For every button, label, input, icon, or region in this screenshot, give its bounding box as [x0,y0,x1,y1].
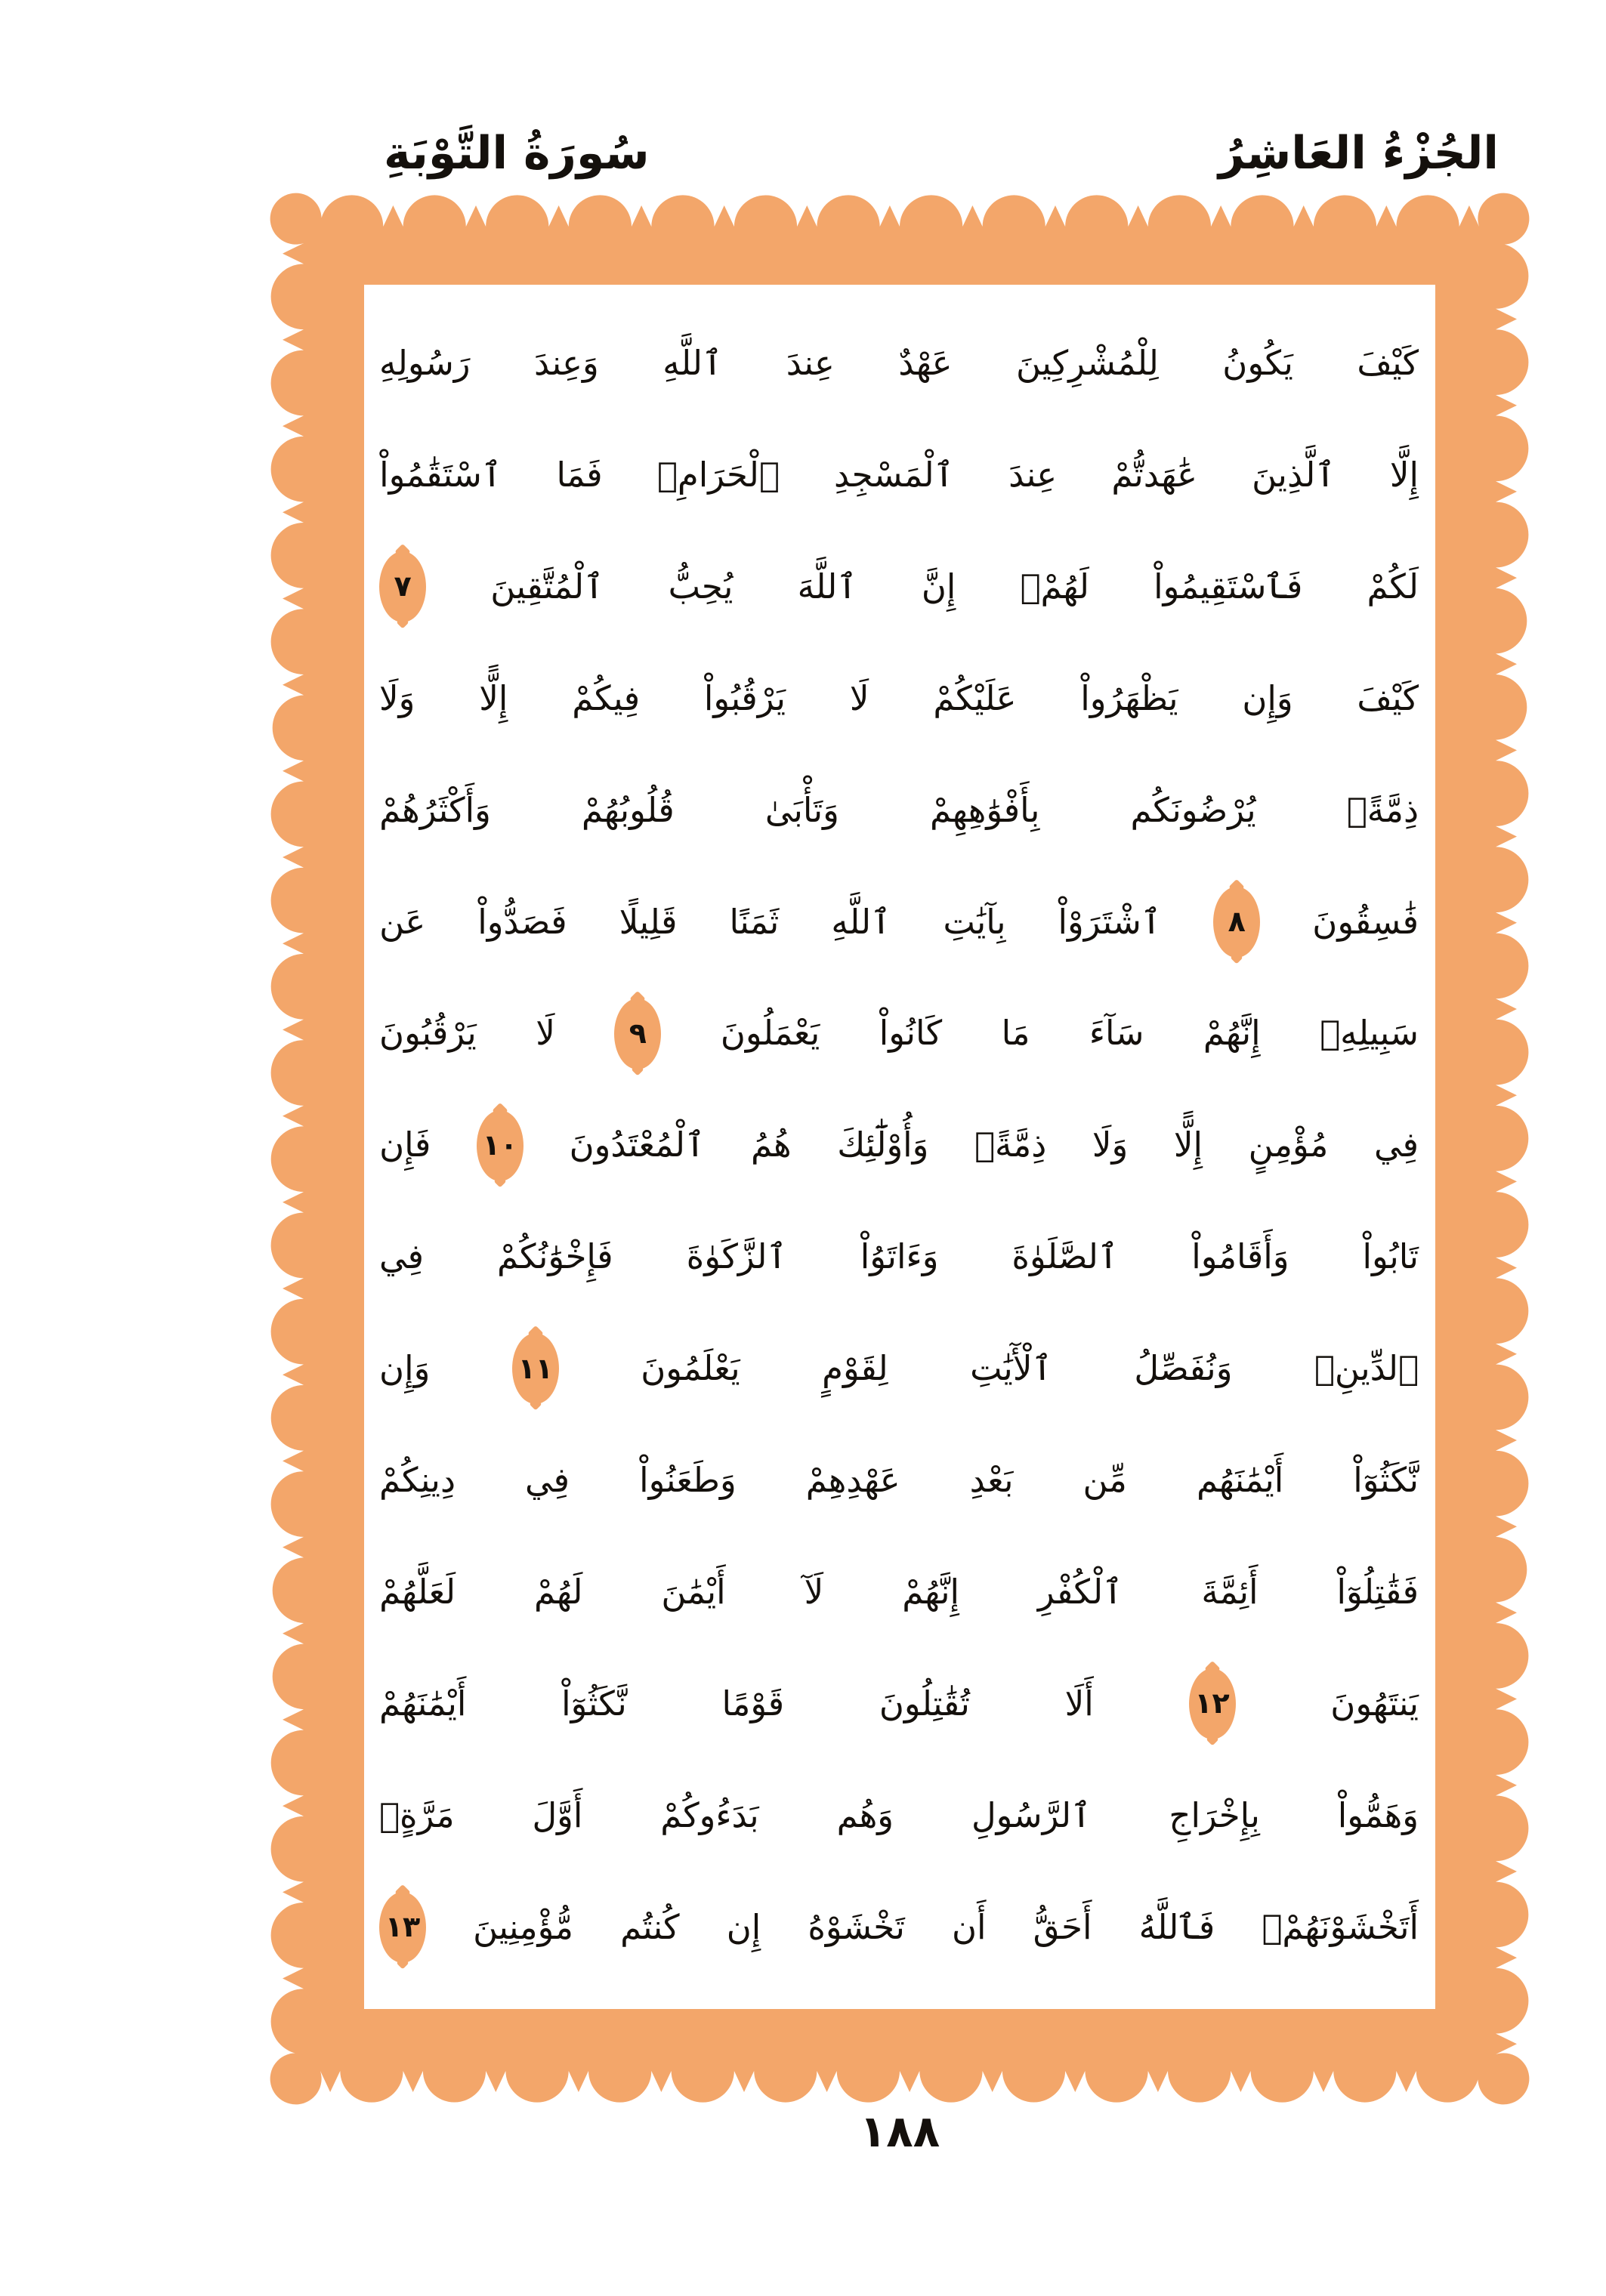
ayah-marker [1213,887,1260,958]
quran-word: وَأَقَامُواْ [1191,1236,1289,1277]
quran-word: وَهَمُّواْ [1337,1795,1419,1836]
quran-word: وَهُم [836,1795,894,1836]
quran-line [379,1648,1419,1760]
quran-line [379,1313,1419,1424]
quran-word: لَا [536,1013,555,1054]
quran-word: كُنتُم [620,1906,680,1947]
quran-line [379,1090,1419,1202]
quran-word: يَكُونُ [1222,342,1293,383]
quran-word: ٱلزَّكَوٰةَ [686,1236,787,1277]
quran-word: فَصَدُّواْ [477,901,567,942]
quran-line [379,1202,1419,1313]
quran-word: هُمُ [750,1125,792,1165]
quran-word: ٱلرَّسُولِ [971,1795,1092,1836]
quran-word: بَدَءُوكُمْ [660,1795,759,1836]
quran-word: تَابُواْ [1362,1236,1419,1277]
quran-word: بِأَفْوَٰهِهِمْ [929,789,1040,830]
quran-line [379,866,1419,978]
quran-word: لَهُمْۚ [1020,566,1089,606]
quran-line [379,1760,1419,1872]
quran-word: وَلَا [1092,1125,1129,1165]
quran-line [379,419,1419,531]
quran-word: فَمَا [556,454,603,495]
quran-word: يَعْمَلُونَ [720,1013,820,1054]
quran-word: فِيكُمْ [572,677,641,718]
surah-title: سُورَةُ التَّوْبَةِ [384,127,650,180]
quran-word: وَإِن [379,1348,431,1389]
quran-word: وَنُفَصِّلُ [1134,1348,1233,1389]
quran-line [379,978,1419,1090]
quran-word: فِي [525,1460,570,1501]
ayah-marker [379,551,426,622]
ayah-number: ٨ [1228,904,1246,938]
quran-word: وَتَأْبَىٰ [764,789,839,830]
quran-word: بِإِخْرَاجِ [1169,1795,1260,1836]
quran-word: ٱلْمَسْجِدِ [834,454,954,495]
ayah-marker [1189,1668,1236,1739]
quran-line [379,643,1419,755]
quran-word: نَّكَثُوٓاْ [1353,1460,1419,1501]
quran-word: نَّكَثُوٓاْ [561,1683,627,1724]
quran-word: إِن [726,1906,761,1947]
quran-word: كَانُواْ [879,1013,943,1054]
ayah-number: ١٠ [482,1128,518,1162]
quran-word: عَٰهَدتُّمْ [1111,454,1197,495]
quran-word: أَئِمَّةَ [1201,1572,1259,1612]
quran-word: فِي [379,1236,425,1277]
quran-word: مَا [1001,1013,1030,1054]
quran-word: يَعْلَمُونَ [641,1348,740,1389]
quran-word: فَإِخْوَٰنُكُمْ [497,1236,613,1277]
quran-word: وَأُوْلَٰٓئِكَ [837,1125,929,1165]
quran-word: ذِمَّةًۚ [974,1125,1047,1165]
quran-word: إِنَّهُمْ [1203,1013,1261,1054]
quran-word: يَظْهَرُواْ [1080,677,1178,718]
quran-word: أَيْمَٰنَ [661,1572,726,1612]
juz-title: الجُزْءُ العَاشِرُ [1218,127,1499,180]
quran-word: فِي [1373,1125,1419,1165]
quran-word: وَأَكْثَرُهُمْ [379,789,491,830]
ayah-number: ٧ [394,569,412,603]
ayah-marker [379,1892,426,1963]
quran-word: أَحَقُّ [1033,1906,1092,1947]
quran-word: تَخْشَوْهُ [808,1906,905,1947]
quran-word: عِندَ [786,342,835,383]
quran-line [379,531,1419,643]
quran-word: ٱللَّهِ [831,901,891,942]
quran-word: إِلًّا [1173,1125,1203,1165]
quran-word: ٱلْكُفْرِ [1037,1572,1123,1612]
quran-word: ٱللَّهَ [797,566,857,606]
quran-word: ٱشْتَرَوْاْ [1058,901,1162,942]
quran-word: أَيْمَٰنَهُم [1196,1460,1284,1501]
quran-word: يَرْقُبُواْ [703,677,786,718]
quran-word: كَيْفَ [1357,677,1419,718]
quran-word: رَسُولِهِ [379,342,471,383]
quran-word: عَهْدِهِمْ [805,1460,900,1501]
quran-line [379,307,1419,419]
quran-word: يُحِبُّ [668,566,734,606]
quran-word: يَنتَهُونَ [1330,1683,1419,1724]
quran-word: يُرْضُونَكُم [1130,789,1256,830]
quran-word: ٱسْتَقَٰمُواْ [379,454,502,495]
quran-word: أَلَا [1064,1683,1094,1724]
ayah-number: ١٣ [385,1910,421,1944]
quran-word: أَتَخْشَوْنَهُمْۚ [1262,1906,1419,1947]
quran-word: لَكُمْ [1367,566,1419,606]
quran-word: إِنَّهُمْ [902,1572,959,1612]
ayah-marker [614,998,661,1069]
quran-word: بِآيَٰتِ [943,901,1006,942]
quran-word: مِّن [1083,1460,1127,1501]
ayah-number: ١١ [517,1351,553,1385]
quran-word: لَآ [804,1572,824,1612]
quran-line [379,755,1419,866]
quran-word: سَآءَ [1089,1013,1144,1054]
quran-word: عَهْدٌ [898,342,953,383]
ayah-number: ٩ [629,1016,647,1050]
quran-word: ٱلْمُعْتَدُونَ [569,1125,706,1165]
quran-word: إِلًّا [479,677,508,718]
quran-text-block [364,285,1435,2009]
quran-word: قُلُوبُهُمْ [581,789,675,830]
quran-word: تُقَٰتِلُونَ [879,1683,970,1724]
quran-word: فَقَٰتِلُوٓاْ [1336,1572,1419,1612]
ayah-marker [512,1333,559,1404]
quran-word: ٱلدِّينِۗ [1314,1348,1419,1389]
quran-word: قَلِيلًا [619,901,678,942]
quran-word: يَرْقُبُونَ [379,1013,477,1054]
quran-word: فَٱللَّهُ [1138,1906,1215,1947]
quran-word: إِنَّ [921,566,956,606]
quran-word: وَعِندَ [533,342,599,383]
quran-word: عِندَ [1008,454,1058,495]
quran-word: وَإِن [1242,677,1293,718]
ayah-number: ١٢ [1194,1687,1230,1720]
quran-word: قَوْمًا [721,1683,785,1724]
page-number: ١٨٨ [859,2106,940,2157]
quran-word: ٱلْحَرَامِۖ [656,454,780,495]
quran-line [379,1536,1419,1648]
quran-word: بَعْدِ [969,1460,1014,1501]
quran-word: لِقَوْمٍ [822,1348,888,1389]
quran-word: ٱلْمُتَّقِينَ [490,566,604,606]
quran-word: فَإِن [379,1125,431,1165]
quran-word: أَن [951,1906,987,1947]
quran-word: ٱلصَّلَوٰةَ [1011,1236,1119,1277]
quran-word: أَوَّلَ [532,1795,583,1836]
quran-line [379,1872,1419,1983]
quran-word: ثَمَنًا [729,901,780,942]
quran-word: أَيْمَٰنَهُمْ [379,1683,467,1724]
quran-word: مُؤْمِنٍ [1248,1125,1329,1165]
quran-word: دِينِكُمْ [379,1460,456,1501]
quran-word: مُّؤْمِنِينَ [473,1906,573,1947]
ayah-marker [477,1110,523,1181]
quran-word: لَهُمْ [534,1572,583,1612]
quran-word: كَيْفَ [1357,342,1419,383]
quran-word: سَبِيلِهِۚ [1320,1013,1419,1054]
quran-word: ذِمَّةًۚ [1346,789,1419,830]
quran-word: وَءَاتَوُاْ [860,1236,939,1277]
quran-word: ٱلَّذِينَ [1252,454,1336,495]
quran-word: لَا [849,677,869,718]
quran-word: عَن [379,901,426,942]
quran-word: مَرَّةٍۚ [379,1795,455,1836]
quran-word: ٱللَّهِ [662,342,723,383]
quran-word: فَٱسْتَقِيمُواْ [1154,566,1303,606]
quran-word: ٱلْأٓيَٰتِ [970,1348,1052,1389]
quran-word: لِلْمُشْرِكِينَ [1015,342,1159,383]
quran-word: وَلَا [379,677,415,718]
quran-word: عَلَيْكُمْ [933,677,1017,718]
quran-word: فَٰسِقُونَ [1312,901,1419,942]
quran-word: وَطَعَنُواْ [639,1460,737,1501]
quran-line [379,1424,1419,1536]
quran-word: لَعَلَّهُمْ [379,1572,456,1612]
quran-word: إِلَّا [1389,454,1419,495]
